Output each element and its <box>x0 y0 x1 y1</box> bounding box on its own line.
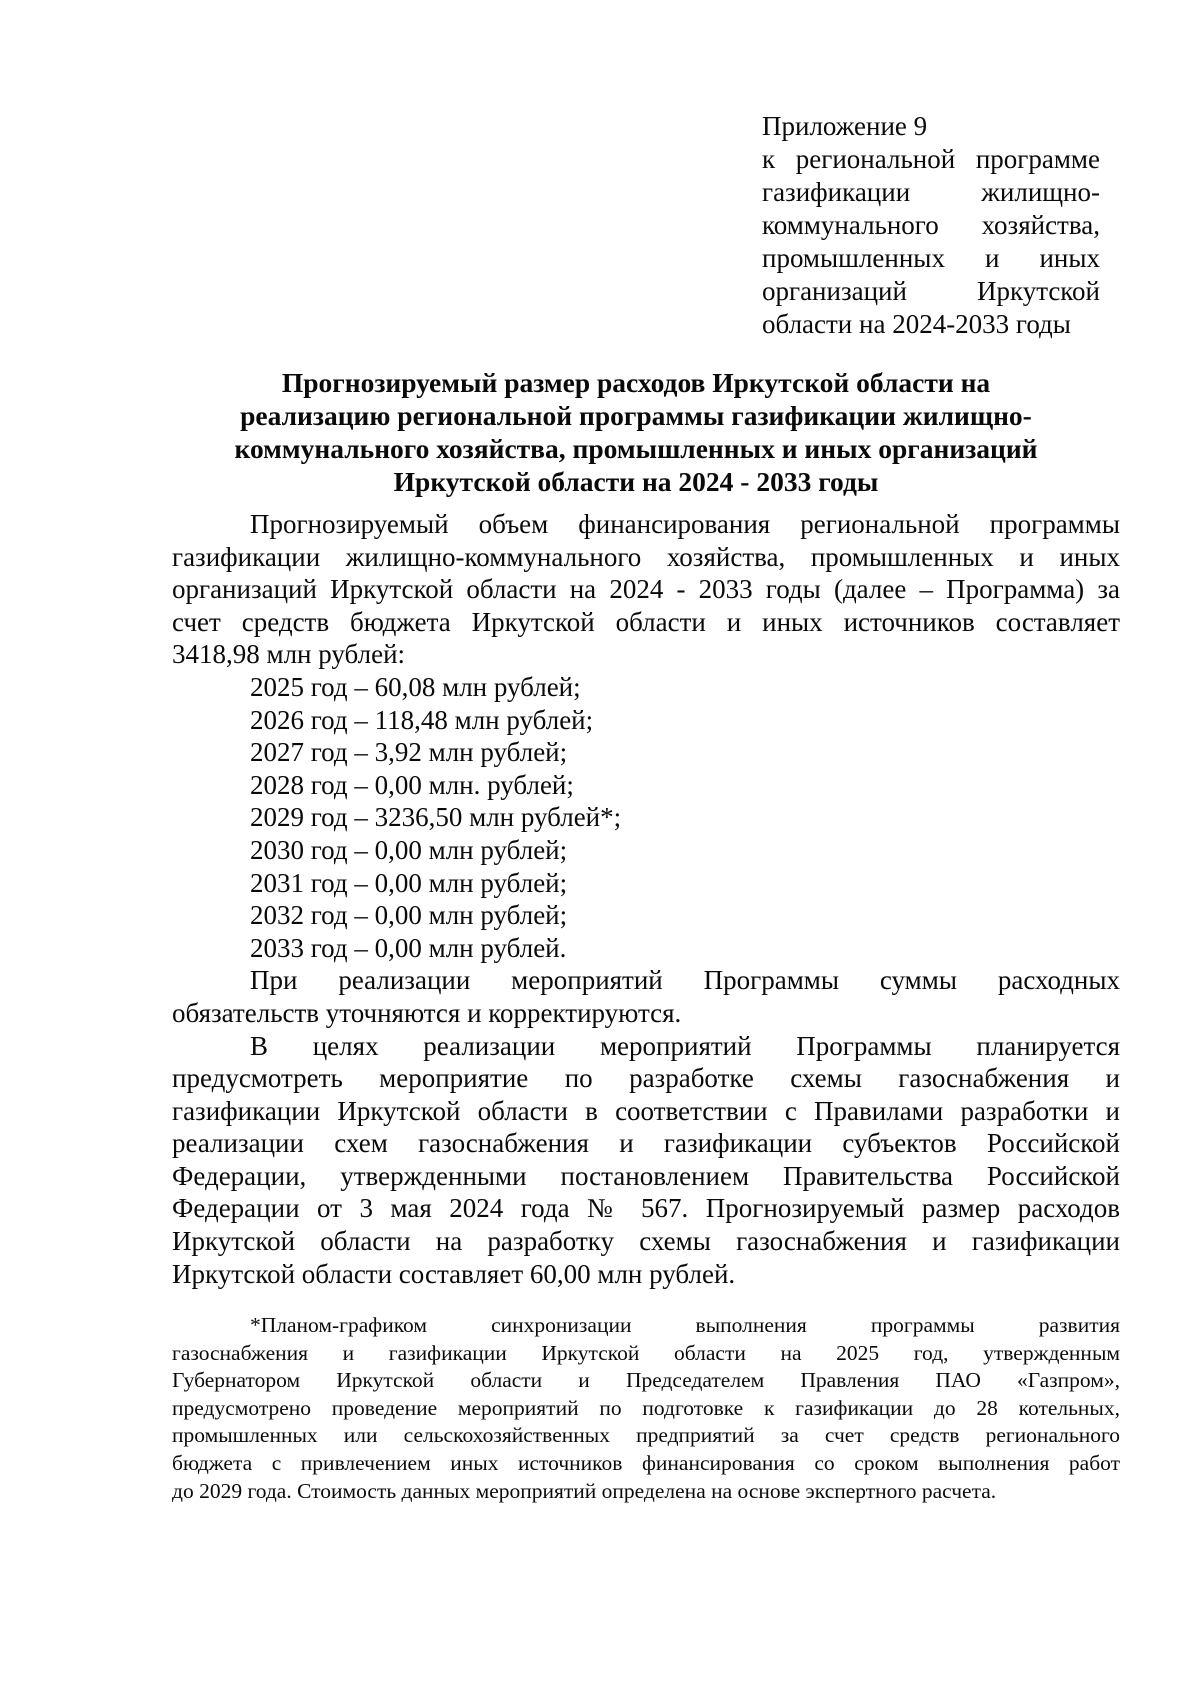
appendix-line: области на 2024-2033 годы <box>762 309 1071 339</box>
year-item: 2026 год – 118,48 млн рублей; <box>250 704 594 735</box>
appendix-line: к региональной программе <box>762 144 1100 174</box>
title-line: коммунального хозяйства, промышленных и иных организаций <box>234 433 1038 464</box>
footnote-line: предусмотрено проведение мероприятий по подготовке к газификации до 28 котельных, <box>172 1395 1120 1420</box>
footnote-line: промышленных или сельскохозяйственных предприятий за счет средств регионального <box>172 1423 1120 1448</box>
appendix-header <box>762 110 1100 341</box>
intro-paragraph <box>172 508 1120 671</box>
footnote-line: *Планом-графиком синхронизации выполнения программы развития <box>250 1313 1120 1337</box>
footnote-line: бюджета с привлечением иных источников финансирования со сроком выполнения работ <box>172 1450 1120 1475</box>
footnote-line: Губернатором Иркутской области и Председателем Правления ПАО «Газпром», <box>172 1368 1120 1393</box>
appendix-line: организаций Иркутской <box>762 276 1100 306</box>
title-line: Прогнозируемый размер расходов Иркутской области на <box>281 367 991 398</box>
title-line: реализацию региональной программы газификации жилищно- <box>240 400 1032 431</box>
text-line: При реализации мероприятий Программы суммы расходных <box>250 965 1120 996</box>
text-line: 3418,98 млн рублей: <box>172 639 406 670</box>
footnote <box>172 1312 1120 1505</box>
text-line: В целях реализации мероприятий Программы планируется <box>250 1030 1120 1061</box>
appendix-line: газификации жилищно- <box>762 177 1100 207</box>
text-line: газификации жилищно-коммунального хозяйства, промышленных и иных <box>172 541 1120 572</box>
document-body <box>172 508 1120 1290</box>
text-line: счет средств бюджета Иркутской области и иных источников составляет <box>172 606 1120 637</box>
year-item: 2033 год – 0,00 млн рублей. <box>250 932 567 963</box>
document-title <box>172 366 1100 498</box>
footnote-line: газоснабжения и газификации Иркутской области на 2025 год, утвержденным <box>172 1340 1120 1365</box>
text-line: Федерации, утвержденными постановлением Правительства Российской <box>172 1160 1120 1191</box>
text-line: реализации схем газоснабжения и газификации субъектов Российской <box>172 1128 1120 1159</box>
text-line: газификации Иркутской области в соответствии с Правилами разработки и <box>172 1095 1120 1126</box>
obligations-paragraph <box>172 964 1120 1029</box>
year-item: 2025 год – 60,08 млн рублей; <box>250 671 581 702</box>
gas-scheme-paragraph <box>172 1030 1120 1291</box>
year-item: 2031 год – 0,00 млн рублей; <box>250 867 568 898</box>
title-line: Иркутской области на 2024 - 2033 годы <box>393 466 879 497</box>
year-item: 2029 год – 3236,50 млн рублей*; <box>250 802 622 833</box>
text-line: Иркутской области составляет 60,00 млн рублей. <box>172 1258 736 1289</box>
yearly-funding-list <box>172 671 1120 964</box>
appendix-line: коммунального хозяйства, <box>762 210 1100 240</box>
year-item: 2027 год – 3,92 млн рублей; <box>250 737 568 768</box>
year-item: 2032 год – 0,00 млн рублей; <box>250 900 568 931</box>
footnote-line: до 2029 года. Стоимость данных мероприятий определена на основе экспертного расчета. <box>172 1478 997 1503</box>
text-line: обязательств уточняются и корректируются. <box>172 997 682 1028</box>
appendix-line: Приложение 9 <box>762 111 928 141</box>
appendix-line: промышленных и иных <box>762 243 1100 273</box>
year-item: 2030 год – 0,00 млн рублей; <box>250 834 568 865</box>
text-line: предусмотреть мероприятие по разработке схемы газоснабжения и <box>172 1063 1120 1094</box>
year-item: 2028 год – 0,00 млн. рублей; <box>250 769 574 800</box>
text-line: Федерации от 3 мая 2024 года № 567. Прогнозируемый размер расходов <box>172 1193 1120 1224</box>
text-line: организаций Иркутской области на 2024 - 2033 годы (далее – Программа) за <box>172 574 1120 605</box>
text-line: Прогнозируемый объем финансирования региональной программы <box>250 509 1120 539</box>
text-line: Иркутской области на разработку схемы газоснабжения и газификации <box>172 1226 1120 1257</box>
